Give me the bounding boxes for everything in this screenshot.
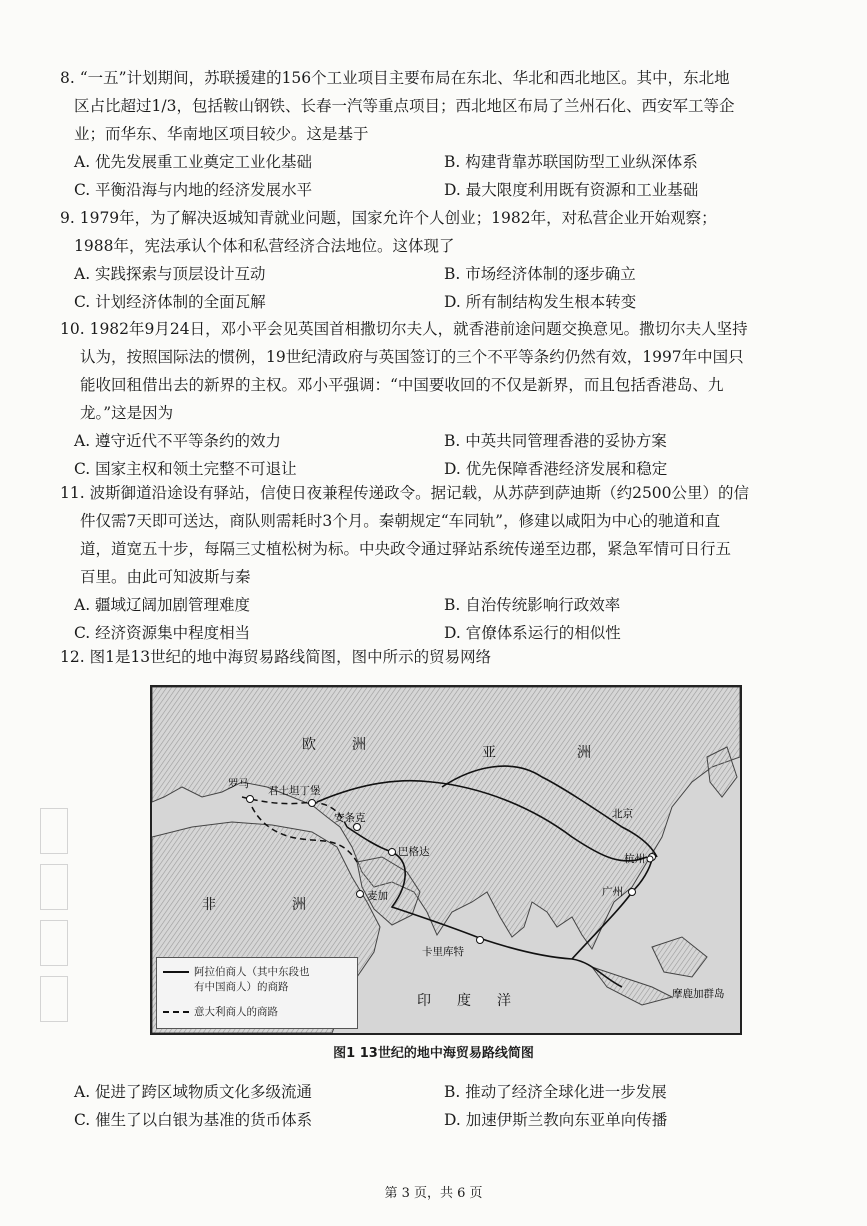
options xyxy=(60,591,820,647)
city-label: 麦加 xyxy=(367,890,388,902)
question-10 xyxy=(60,315,820,483)
legend-label: 阿拉伯商人（其中东段也 xyxy=(194,966,310,978)
question-stem-line: 10. 1982年9月24日，邓小平会见英国首相撒切尔夫人，就香港前途问题交换意见。撒切尔夫人坚持 xyxy=(60,320,748,338)
city-label: 巴格达 xyxy=(398,846,430,858)
region-label: 洲 xyxy=(352,737,366,753)
city-label: 广州 xyxy=(602,886,623,898)
city-label: 安条克 xyxy=(334,812,366,824)
legend-label: 有中国商人）的商路 xyxy=(194,981,289,993)
city-marker xyxy=(357,891,364,898)
city-marker xyxy=(629,889,636,896)
option-c[interactable]: C. 平衡沿海与内地的经济发展水平 xyxy=(74,181,313,199)
option-b[interactable]: B. 自治传统影响行政效率 xyxy=(444,596,621,614)
option-a[interactable]: A. 促进了跨区域物质文化多级流通 xyxy=(74,1083,313,1101)
option-a[interactable]: A. 疆域辽阔加剧管理难度 xyxy=(74,596,251,614)
city-label: 杭州 xyxy=(624,853,645,865)
region-label: 非 xyxy=(202,897,216,913)
page-footer: 第 3 页，共 6 页 xyxy=(384,1186,483,1201)
question-12 xyxy=(60,643,820,671)
option-a[interactable]: A. 优先发展重工业奠定工业化基础 xyxy=(74,153,313,171)
question-stem-line: 能收回租借出去的新界的主权。邓小平强调：“中国要收回的不仅是新界，而且包括香港岛、九 xyxy=(80,376,724,394)
city-marker xyxy=(247,796,254,803)
question-9 xyxy=(60,204,820,316)
option-c[interactable]: C. 经济资源集中程度相当 xyxy=(74,624,251,642)
figure-caption: 图1 13世纪的地中海贸易路线简图 xyxy=(333,1046,534,1061)
region-label: 印 xyxy=(417,993,431,1009)
options xyxy=(60,260,820,316)
trade-route-map xyxy=(150,685,742,1035)
legend-solid-line xyxy=(163,971,189,973)
legend-item-italian xyxy=(163,1004,278,1019)
legend-item-arab xyxy=(163,964,310,994)
question-stem-line: 认为，按照国际法的惯例，19世纪清政府与英国签订的三个不平等条约仍然有效，1997年中国只 xyxy=(80,348,744,366)
city-marker xyxy=(389,849,396,856)
options xyxy=(74,1078,814,1134)
option-b[interactable]: B. 推动了经济全球化进一步发展 xyxy=(444,1083,667,1101)
question-11 xyxy=(60,479,820,647)
option-b[interactable]: B. 构建背靠苏联国防型工业纵深体系 xyxy=(444,153,698,171)
region-label: 度 xyxy=(457,993,471,1009)
option-d[interactable]: D. 所有制结构发生根本转变 xyxy=(444,293,637,311)
option-c[interactable]: C. 国家主权和领土完整不可退让 xyxy=(74,460,297,478)
city-marker xyxy=(647,856,653,862)
region-label: 洋 xyxy=(497,993,511,1009)
question-stem-line: 业；而华东、华南地区项目较少。这是基于 xyxy=(74,125,369,143)
question-stem-line: 11. 波斯御道沿途设有驿站，信使日夜兼程传递政令。据记载，从苏萨到萨迪斯（约2500公里）的信 xyxy=(60,484,750,502)
city-label: 北京 xyxy=(612,808,633,820)
option-d[interactable]: D. 官僚体系运行的相似性 xyxy=(444,624,621,642)
option-d[interactable]: D. 优先保障香港经济发展和稳定 xyxy=(444,460,668,478)
question-12-options xyxy=(74,1078,814,1134)
question-stem-line: 龙。”这是因为 xyxy=(80,404,174,422)
option-b[interactable]: B. 中英共同管理香港的妥协方案 xyxy=(444,432,667,450)
option-b[interactable]: B. 市场经济体制的逐步确立 xyxy=(444,265,636,283)
map-legend xyxy=(156,957,358,1029)
region-label: 欧 xyxy=(302,737,316,753)
legend-label: 意大利商人的商路 xyxy=(194,1006,278,1018)
region-label: 亚 xyxy=(482,745,496,761)
city-label: 君士坦丁堡 xyxy=(268,785,321,797)
question-stem-line: 区占比超过1/3，包括鞍山钢铁、长春一汽等重点项目；西北地区布局了兰州石化、西安军工等企 xyxy=(74,97,735,115)
city-label: 罗马 xyxy=(228,778,249,790)
option-c[interactable]: C. 催生了以白银为基准的货币体系 xyxy=(74,1111,313,1129)
scan-artifact xyxy=(40,808,68,1058)
option-a[interactable]: A. 实践探索与顶层设计互动 xyxy=(74,265,266,283)
option-d[interactable]: D. 最大限度利用既有资源和工业基础 xyxy=(444,181,699,199)
question-stem-line: 件仅需7天即可送达，商队则需耗时3个月。秦朝规定“车同轨”，修建以咸阳为中心的驰道和直 xyxy=(80,512,721,530)
city-label: 摩鹿加群岛 xyxy=(672,988,725,1000)
question-stem-line: 12. 图1是13世纪的地中海贸易路线简图，图中所示的贸易网络 xyxy=(60,648,492,666)
city-label: 卡里库特 xyxy=(422,946,464,958)
city-marker xyxy=(309,800,316,807)
option-d[interactable]: D. 加速伊斯兰教向东亚单向传播 xyxy=(444,1111,668,1129)
city-marker xyxy=(354,824,361,831)
question-stem-line: 1988年，宪法承认个体和私营经济合法地位。这体现了 xyxy=(74,237,455,255)
options xyxy=(60,427,820,483)
question-stem-line: 9. 1979年，为了解决返城知青就业问题，国家允许个人创业；1982年，对私营企业开始观察； xyxy=(60,209,717,227)
option-c[interactable]: C. 计划经济体制的全面瓦解 xyxy=(74,293,266,311)
question-stem-line: 百里。由此可知波斯与秦 xyxy=(80,568,251,586)
legend-dashed-line xyxy=(163,1011,189,1013)
question-stem-line: 8. “一五”计划期间，苏联援建的156个工业项目主要布局在东北、华北和西北地区。其中，东北地 xyxy=(60,69,730,87)
question-8 xyxy=(60,64,820,204)
question-stem-line: 道，道宽五十步，每隔三丈植松树为标。中央政令通过驿站系统传递至边郡，紧急军情可日行五 xyxy=(80,540,732,558)
options xyxy=(60,148,820,204)
city-marker xyxy=(477,937,484,944)
option-a[interactable]: A. 遵守近代不平等条约的效力 xyxy=(74,432,282,450)
region-label: 洲 xyxy=(292,897,306,913)
region-label: 洲 xyxy=(577,745,591,761)
